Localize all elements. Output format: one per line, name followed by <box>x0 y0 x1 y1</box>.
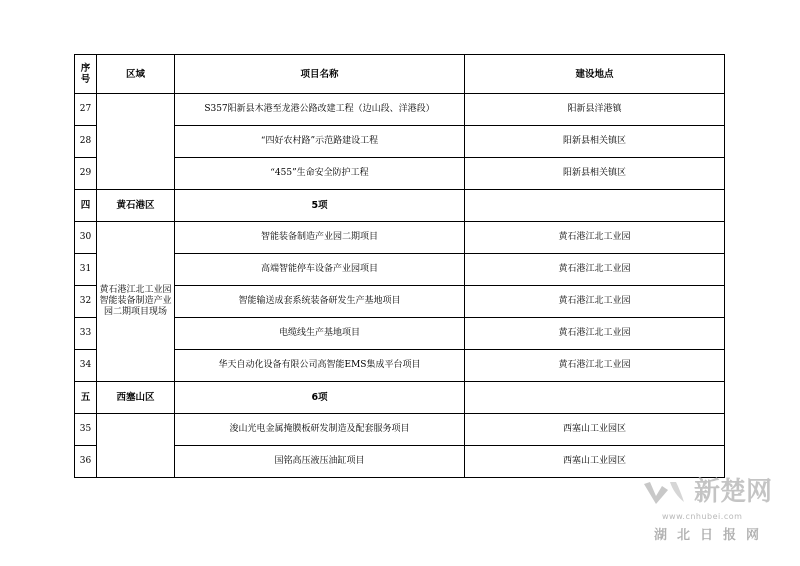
watermark <box>640 470 790 550</box>
row-location: 阳新县相关镇区 <box>465 158 725 190</box>
row-location: 黄石港江北工业园 <box>465 350 725 382</box>
row-location: 西塞山工业园区 <box>465 414 725 446</box>
row-location: 阳新县洋港镇 <box>465 94 725 126</box>
row-project-name: “455”生命安全防护工程 <box>175 158 465 190</box>
section-region: 西塞山区 <box>97 382 175 414</box>
cnhubei-logo-icon <box>640 470 790 510</box>
row-project-name: 华天自动化设备有限公司高智能EMS集成平台项目 <box>175 350 465 382</box>
header-location: 建设地点 <box>465 55 725 94</box>
watermark-url: www.cnhubei.com <box>662 512 743 521</box>
row-project-name: 浚山光电金属掩膜板研发制造及配套服务项目 <box>175 414 465 446</box>
row-region-merged: 黄石港江北工业园智能装备制造产业园二期项目现场 <box>97 222 175 382</box>
table-header-row <box>75 55 725 94</box>
section-row <box>75 382 725 414</box>
row-serial: 34 <box>75 350 97 382</box>
header-serial: 序号 <box>75 55 97 94</box>
row-region-empty <box>97 94 175 190</box>
row-serial: 29 <box>75 158 97 190</box>
row-location: 黄石港江北工业园 <box>465 286 725 318</box>
row-serial: 35 <box>75 414 97 446</box>
row-project-name: 国铭高压液压油缸项目 <box>175 446 465 478</box>
row-serial: 36 <box>75 446 97 478</box>
header-project-name: 项目名称 <box>175 55 465 94</box>
section-count: 5项 <box>175 190 465 222</box>
section-count: 6项 <box>175 382 465 414</box>
row-serial: 30 <box>75 222 97 254</box>
row-serial: 27 <box>75 94 97 126</box>
project-table <box>74 54 725 478</box>
section-location-empty <box>465 382 725 414</box>
row-location: 阳新县相关镇区 <box>465 126 725 158</box>
section-location-empty <box>465 190 725 222</box>
row-project-name: 智能输送成套系统装备研发生产基地项目 <box>175 286 465 318</box>
row-serial: 33 <box>75 318 97 350</box>
table-row <box>75 222 725 254</box>
row-location: 西塞山工业园区 <box>465 446 725 478</box>
row-project-name: “四好农村路”示范路建设工程 <box>175 126 465 158</box>
row-project-name: 电缆线生产基地项目 <box>175 318 465 350</box>
row-location: 黄石港江北工业园 <box>465 222 725 254</box>
row-project-name: 智能装备制造产业园二期项目 <box>175 222 465 254</box>
header-region: 区域 <box>97 55 175 94</box>
row-serial: 28 <box>75 126 97 158</box>
section-row <box>75 190 725 222</box>
table-row <box>75 414 725 446</box>
logo-text: 新楚网 <box>694 477 773 507</box>
table-row <box>75 94 725 126</box>
section-number: 五 <box>75 382 97 414</box>
row-location: 黄石港江北工业园 <box>465 254 725 286</box>
section-region: 黄石港区 <box>97 190 175 222</box>
row-project-name: S357阳新县木港至龙港公路改建工程（边山段、洋港段） <box>175 94 465 126</box>
row-serial: 31 <box>75 254 97 286</box>
row-serial: 32 <box>75 286 97 318</box>
row-region-empty <box>97 414 175 478</box>
section-number: 四 <box>75 190 97 222</box>
watermark-name: 湖北日报网 <box>654 528 770 543</box>
row-location: 黄石港江北工业园 <box>465 318 725 350</box>
row-project-name: 高端智能停车设备产业园项目 <box>175 254 465 286</box>
